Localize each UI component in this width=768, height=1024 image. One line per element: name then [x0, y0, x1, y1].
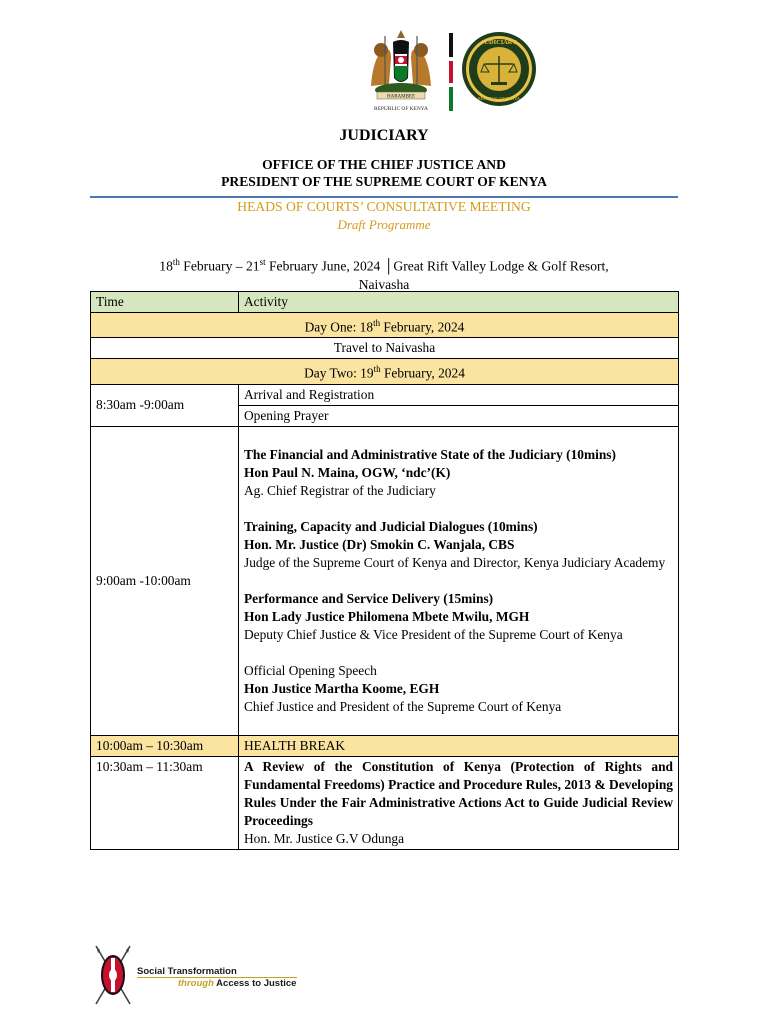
slot3-title: A Review of the Constitution of Kenya (Protection of Rights and Fundamental Freedoms) Practice and Procedure Rules, 2013 & Developing Rules Under the Fair Administrative Actions Act to Guide Judicial Review Proceedings [244, 758, 673, 828]
session4-title: Official Opening Speech [244, 662, 377, 678]
session4-role: Chief Justice and President of the Supreme Court of Kenya [244, 698, 562, 714]
table-header-row [91, 292, 679, 313]
svg-text:HARAMBEE: HARAMBEE [386, 94, 416, 100]
office-heading [0, 156, 768, 190]
header-divider [90, 196, 678, 198]
day-two-label [91, 359, 679, 384]
table-row [91, 426, 679, 735]
header-logos [0, 28, 768, 114]
day-one-post: February, 2024 [380, 319, 465, 335]
shield-spears-icon [92, 944, 134, 1006]
day-two-pre: Day Two: 19 [304, 365, 374, 381]
day-one-sup: th [373, 318, 381, 328]
office-line-2: PRESIDENT OF THE SUPREME COURT OF KENYA [221, 174, 547, 189]
slot2-time: 9:00am -10:00am [91, 426, 239, 735]
session2-speaker: Hon. Mr. Justice (Dr) Smokin C. Wanjala, CBS [244, 536, 515, 552]
draft-subtitle: Draft Programme [337, 217, 431, 232]
session3-title: Performance and Service Delivery (15mins) [244, 590, 494, 606]
slot3-activity [239, 756, 679, 849]
slot3-time: 10:30am – 11:30am [91, 756, 239, 849]
session4-speaker: Hon Justice Martha Koome, EGH [244, 680, 440, 696]
slot1-time: 8:30am -9:00am [91, 384, 239, 426]
day-one-pre: Day One: 18 [304, 319, 374, 335]
session1-title: The Financial and Administrative State of the Judiciary (10mins) [244, 446, 616, 462]
slot2-activity [239, 426, 679, 735]
dates-venue-line2: Naivasha [358, 276, 410, 292]
programme-table [90, 291, 679, 850]
break-label: HEALTH BREAK [239, 735, 679, 756]
session3-role: Deputy Chief Justice & Vice President of the Supreme Court of Kenya [244, 626, 623, 642]
day-two-sup: th [373, 364, 381, 375]
break-time: 10:00am – 10:30am [91, 735, 239, 756]
footer-line-2 [178, 978, 296, 989]
footer-line-2-text: Access to Justice [213, 978, 297, 989]
session3-speaker: Hon Lady Justice Philomena Mbete Mwilu, MGH [244, 608, 530, 624]
footer-line-1: Social Transformation [137, 966, 237, 977]
kenya-coat-of-arms-icon [363, 28, 439, 114]
svg-text:REPUBLIC OF KENYA: REPUBLIC OF KENYA [478, 96, 520, 101]
slot1-activity-a: Arrival and Registration [239, 384, 679, 405]
slot3-speaker: Hon. Mr. Justice G.V Odunga [244, 830, 405, 846]
dates-start-day: 18 [159, 258, 173, 274]
travel-row [91, 338, 679, 359]
judiciary-seal-icon [460, 30, 538, 108]
travel-label: Travel to Naivasha [91, 338, 679, 359]
dates-rest: February June, 2024 │Great Rift Valley Lodge & Golf Resort, [265, 258, 609, 274]
event-dates-venue [110, 253, 658, 294]
session1-role: Ag. Chief Registrar of the Judiciary [244, 482, 436, 498]
table-row [91, 384, 679, 405]
page-title: JUDICIARY [339, 127, 429, 144]
day-one-row [91, 313, 679, 338]
footer-branding [92, 944, 322, 1008]
svg-text:JUDICIARY: JUDICIARY [481, 39, 517, 46]
slot1-activity-b: Opening Prayer [239, 405, 679, 426]
kenya-flag-stripe [449, 33, 453, 111]
header-activity: Activity [239, 292, 679, 313]
office-line-1: OFFICE OF THE CHIEF JUSTICE AND [262, 157, 506, 172]
day-two-post: February, 2024 [380, 365, 465, 381]
day-two-row [91, 359, 679, 384]
day-one-label [91, 313, 679, 338]
health-break-row [91, 735, 679, 756]
dates-sup-1: th [172, 257, 180, 267]
meeting-title: HEADS OF COURTS’ CONSULTATIVE MEETING [237, 199, 531, 214]
table-row [91, 756, 679, 849]
header-time: Time [91, 292, 239, 313]
footer-through: through [178, 978, 214, 989]
session2-role: Judge of the Supreme Court of Kenya and Director, Kenya Judiciary Academy [244, 554, 666, 570]
dates-sup-2: st [259, 257, 266, 267]
svg-text:REPUBLIC OF KENYA: REPUBLIC OF KENYA [374, 106, 428, 112]
session1-speaker: Hon Paul N. Maina, OGW, ‘ndc’(K) [244, 464, 451, 480]
dates-mid: February – 21 [179, 258, 260, 274]
session2-title: Training, Capacity and Judicial Dialogues (10mins) [244, 518, 538, 534]
